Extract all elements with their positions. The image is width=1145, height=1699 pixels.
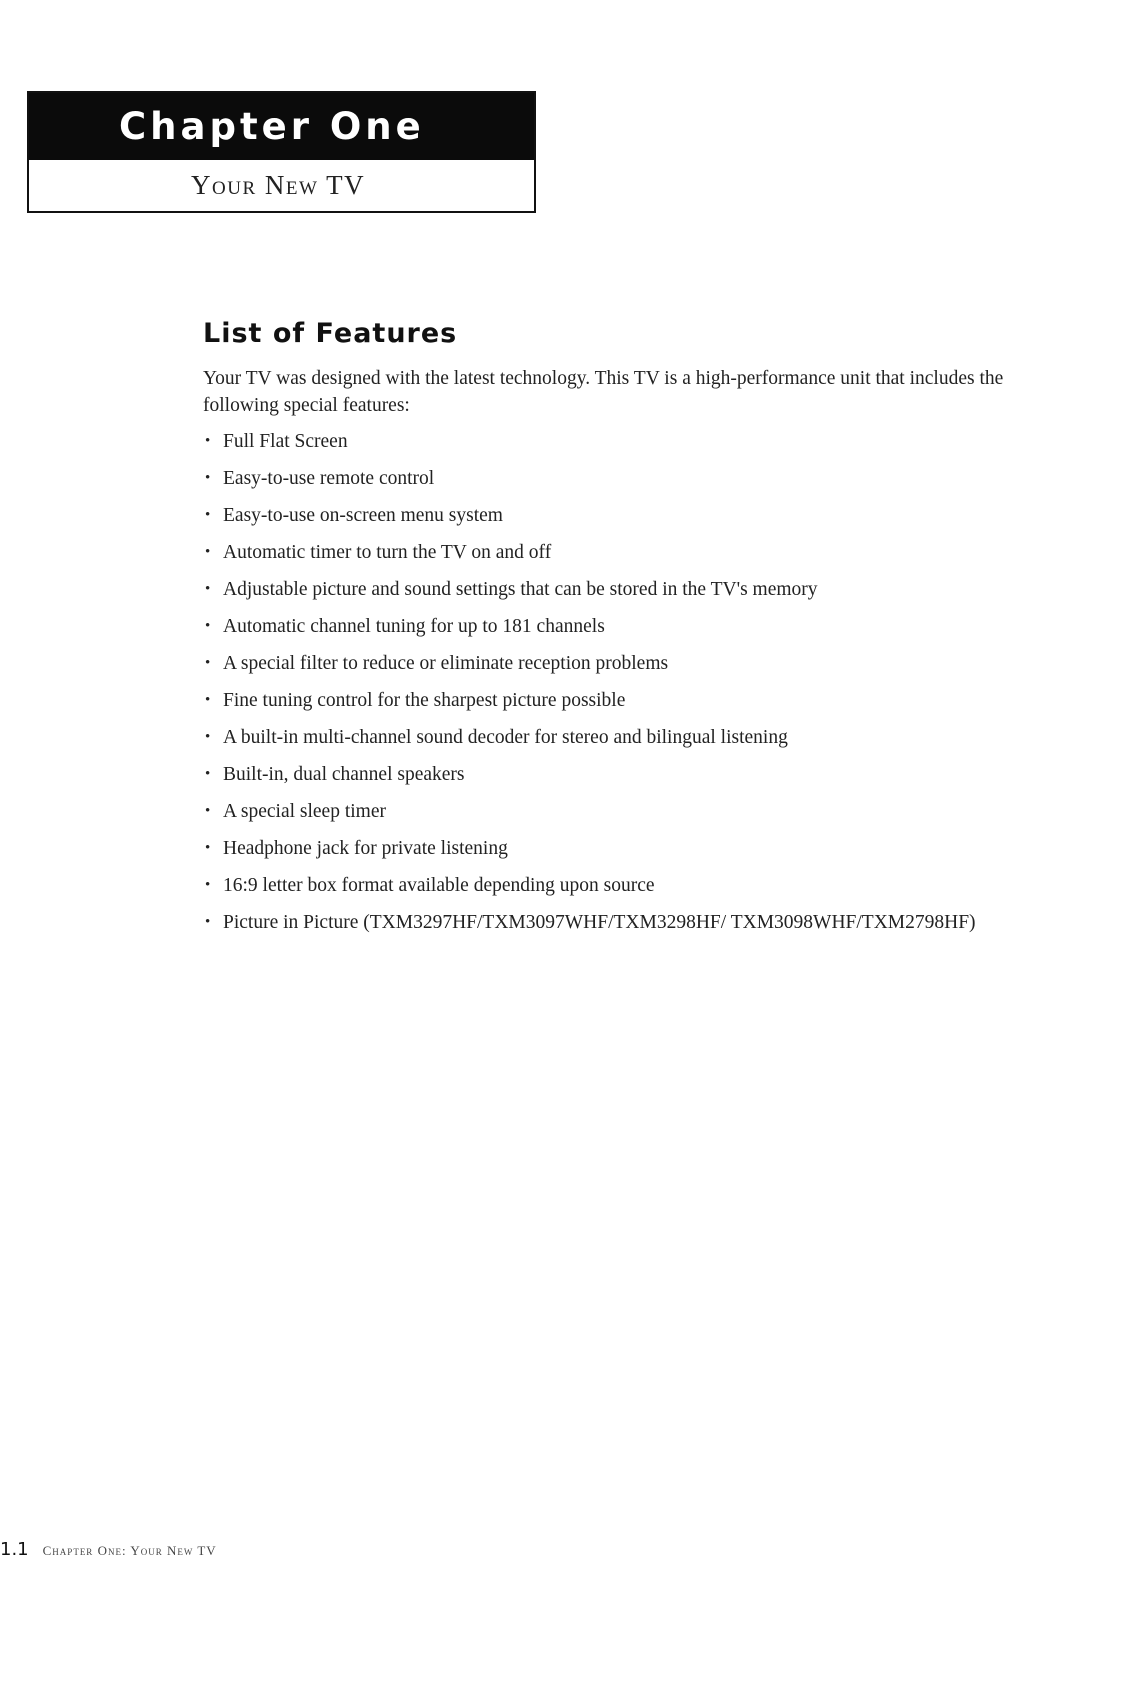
bullet-icon: •	[205, 840, 211, 856]
section-heading: List of Features	[203, 318, 458, 349]
feature-text: Automatic channel tuning for up to 181 channels	[223, 616, 605, 637]
bullet-icon: •	[205, 766, 211, 782]
feature-text: A special sleep timer	[223, 801, 386, 822]
intro-paragraph: Your TV was designed with the latest technology. This TV is a high-performance unit that includes the following special features:	[203, 368, 1004, 416]
feature-text: Built-in, dual channel speakers	[223, 764, 465, 785]
feature-text: 16:9 letter box format available depending upon source	[223, 875, 655, 896]
feature-item	[203, 835, 1023, 863]
feature-item	[203, 613, 1023, 641]
bullet-icon: •	[205, 692, 211, 708]
main-content	[203, 318, 1023, 946]
bullet-icon: •	[205, 544, 211, 560]
bullet-icon: •	[205, 914, 211, 930]
bullet-icon: •	[205, 470, 211, 486]
page-footer	[0, 1539, 217, 1560]
bullet-icon: •	[205, 581, 211, 597]
bullet-icon: •	[205, 877, 211, 893]
page-number: 1.1	[0, 1539, 29, 1560]
feature-item	[203, 650, 1023, 678]
chapter-header	[27, 91, 536, 213]
bullet-icon: •	[205, 618, 211, 634]
feature-item	[203, 465, 1023, 493]
feature-item	[203, 909, 1023, 937]
feature-text: Adjustable picture and sound settings that can be stored in the TV's memory	[223, 579, 818, 600]
chapter-title-band	[29, 93, 534, 160]
feature-item	[203, 687, 1023, 715]
feature-item	[203, 539, 1023, 567]
feature-item	[203, 761, 1023, 789]
feature-list	[203, 428, 1023, 937]
feature-text: Headphone jack for private listening	[223, 838, 508, 859]
feature-item	[203, 502, 1023, 530]
feature-text: A built-in multi-channel sound decoder for stereo and bilingual listening	[223, 727, 788, 748]
feature-text: Easy-to-use remote control	[223, 468, 435, 489]
feature-text: A special filter to reduce or eliminate reception problems	[223, 653, 669, 674]
feature-item	[203, 798, 1023, 826]
chapter-title: Chapter One	[119, 105, 425, 148]
feature-item	[203, 724, 1023, 752]
feature-item	[203, 576, 1023, 604]
chapter-subtitle: Your New TV	[191, 170, 366, 200]
feature-item	[203, 872, 1023, 900]
running-footer-title: Chapter One: Your New TV	[42, 1543, 217, 1558]
feature-text: Picture in Picture (TXM3297HF/TXM3097WHF/TXM3298HF/ TXM3098WHF/TXM2798HF)	[223, 912, 976, 933]
bullet-icon: •	[205, 729, 211, 745]
feature-text: Fine tuning control for the sharpest picture possible	[223, 690, 626, 711]
feature-item	[203, 428, 1023, 456]
bullet-icon: •	[205, 433, 211, 449]
feature-text: Easy-to-use on-screen menu system	[223, 505, 503, 526]
feature-text: Full Flat Screen	[223, 431, 348, 452]
bullet-icon: •	[205, 803, 211, 819]
feature-text: Automatic timer to turn the TV on and off	[223, 542, 552, 563]
bullet-icon: •	[205, 655, 211, 671]
bullet-icon: •	[205, 507, 211, 523]
